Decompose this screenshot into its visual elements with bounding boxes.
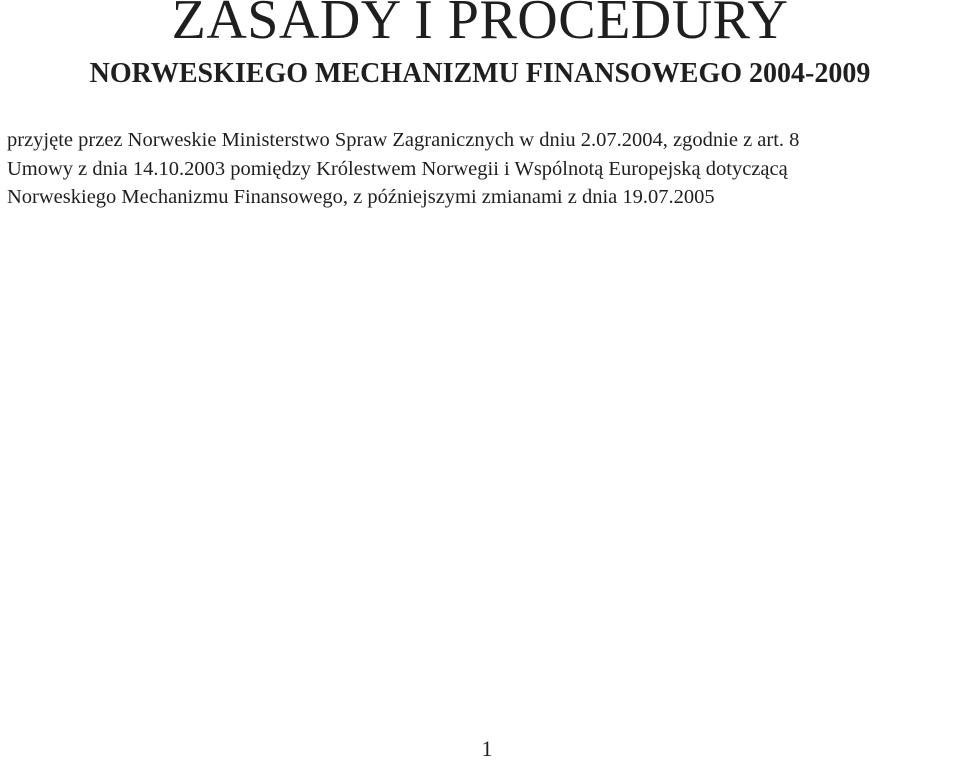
intro-paragraph [7, 126, 957, 212]
document-title: ZASADY I PROCEDURY [171, 0, 789, 51]
intro-line: Norweskiego Mechanizmu Finansowego, z późniejszymi zmianami z dnia 19.07.2005 [7, 186, 715, 208]
document-subtitle: NORWESKIEGO MECHANIZMU FINANSOWEGO 2004-2009 [89, 58, 871, 89]
intro-line: przyjęte przez Norweskie Ministerstwo Spraw Zagranicznych w dniu 2.07.2004, zgodnie z art. 8 [7, 129, 800, 151]
intro-line: Umowy z dnia 14.10.2003 pomiędzy Królestwem Norwegii i Wspólnotą Europejską dotyczącą [7, 157, 788, 180]
page-number: 1 [481, 736, 493, 761]
